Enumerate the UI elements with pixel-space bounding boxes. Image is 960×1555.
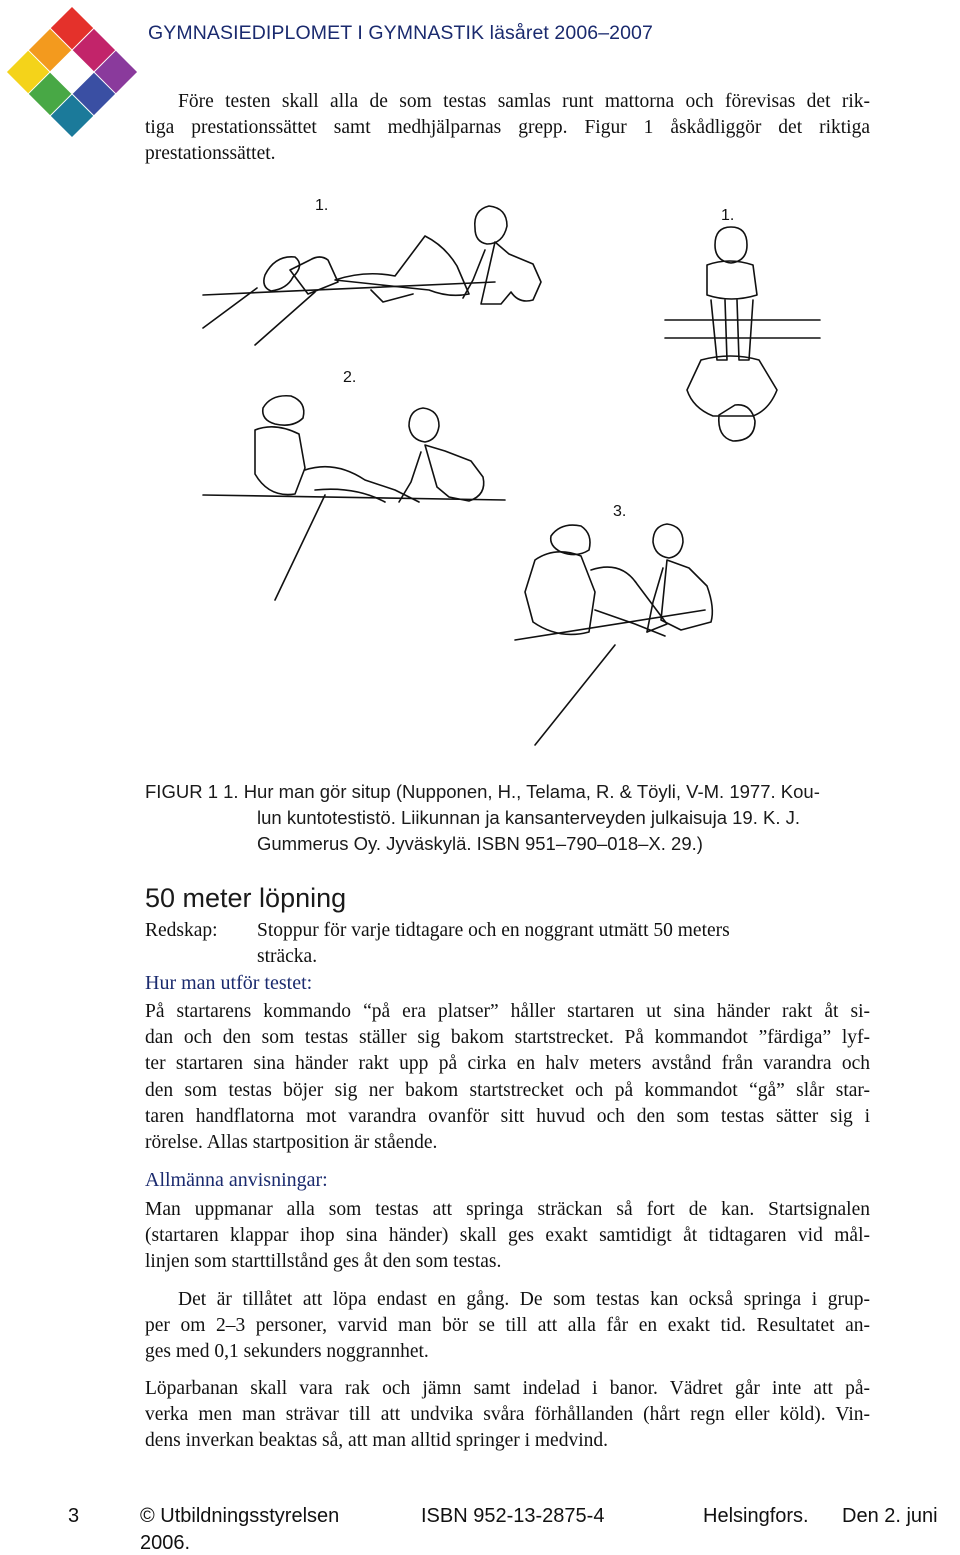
text-line: tiga prestationssättet samt medhjälparnas grepp. Figur 1 åskådliggör det riktiga bbox=[145, 117, 870, 139]
track-paragraph bbox=[145, 1376, 870, 1455]
text-line: den som testas böjer sig ner bakom startstrecket och på kommandot “gå” slår star- bbox=[145, 1079, 870, 1101]
page-number: 3 bbox=[68, 1505, 80, 1527]
text-line: På startarens kommando “på era platser” håller startaren ut sina händer rakt åt si- bbox=[145, 1001, 870, 1022]
figure-2-side bbox=[203, 396, 505, 600]
text-line: per om 2–3 personer, varvid man bör se till att alla får en exakt tid. Resultatet an- bbox=[145, 1315, 870, 1337]
text-line: prestationssättet. bbox=[145, 143, 276, 165]
general-heading: Allmänna anvisningar: bbox=[145, 1169, 328, 1191]
footer-isbn: ISBN 952-13-2875-4 bbox=[421, 1505, 605, 1527]
text-line: Stoppur för varje tidtagare och en noggrant utmätt 50 meters bbox=[257, 920, 730, 941]
document-header: GYMNASIEDIPLOMET I GYMNASTIK läsåret 2006–2007 bbox=[148, 22, 653, 44]
how-heading: Hur man utför testet: bbox=[145, 972, 313, 994]
figure-caption bbox=[145, 779, 820, 857]
text-line: dan och den som testas ställer sig bakom startstrecket. På kommandot ”färdiga” lyf- bbox=[145, 1027, 870, 1049]
text-line: sträcka. bbox=[257, 946, 318, 967]
situp-illustration bbox=[195, 190, 835, 750]
logo-icon bbox=[4, 4, 140, 140]
text-line: taren handflatorna mot varandra ovanför sitt huvud och den som testas sätter sig i bbox=[145, 1105, 870, 1127]
text-line: ges med 0,1 sekunders noggrannhet. bbox=[145, 1341, 429, 1363]
caption-line: FIGUR 1 1. Hur man gör situp (Nupponen, H., Telama, R. & Töyli, V-M. 1977. Kou- bbox=[145, 781, 820, 802]
footer-place: Helsingfors. bbox=[703, 1505, 809, 1527]
text-line: ter startaren sina händer rakt upp på cirka en halv meters avstånd från varandra och bbox=[145, 1053, 870, 1075]
figure-1-top bbox=[665, 227, 820, 441]
general-paragraph bbox=[145, 1197, 870, 1276]
figure-1-side bbox=[203, 206, 541, 345]
section-title: 50 meter löpning bbox=[145, 883, 347, 913]
figure-label: 2. bbox=[343, 369, 357, 386]
intro-paragraph bbox=[145, 89, 870, 168]
text-line: Det är tillåtet att löpa endast en gång. De som testas kan också springa i grup- bbox=[178, 1289, 870, 1310]
text-line: verka men man strävar till att undvika svåra förhållanden (hårt regn eller köld). Vin- bbox=[145, 1404, 870, 1426]
text-line: rörelse. Allas startposition är stående. bbox=[145, 1132, 438, 1154]
footer-publisher: © Utbildningsstyrelsen bbox=[140, 1505, 340, 1527]
figure-label: 1. bbox=[721, 207, 735, 224]
figure-label: 3. bbox=[613, 503, 627, 520]
text-line: Man uppmanar alla som testas att springa sträckan så fort de kan. Startsignalen bbox=[145, 1199, 870, 1220]
equipment-label: Redskap: bbox=[145, 920, 218, 941]
how-paragraph bbox=[145, 999, 870, 1156]
footer-date-year: 2006. bbox=[140, 1532, 191, 1554]
text-line: (startaren klappar ihop sina händer) skall ges exakt samtidigt åt tidtagaren vid mål- bbox=[145, 1225, 870, 1247]
caption-line: Gummerus Oy. Jyväskylä. ISBN 951–790–018–X. 29.) bbox=[257, 833, 703, 854]
text-line: dens inverkan beaktas så, att man alltid springer i medvind. bbox=[145, 1430, 609, 1452]
figure-label: 1. bbox=[315, 197, 329, 214]
footer-date: Den 2. juni bbox=[842, 1505, 938, 1527]
allowed-paragraph bbox=[145, 1287, 870, 1366]
text-line: linjen som starttillstånd ges åt den som testas. bbox=[145, 1251, 502, 1273]
figure-3-side bbox=[515, 524, 712, 745]
text-line: Före testen skall alla de som testas samlas runt mattorna och förevisas det rik- bbox=[178, 91, 870, 112]
caption-line: lun kuntotestistö. Liikunnan ja kansanterveyden julkaisuja 19. K. J. bbox=[257, 807, 800, 828]
equipment-text bbox=[257, 918, 917, 970]
text-line: Löparbanan skall vara rak och jämn samt indelad i banor. Vädret går inte att på- bbox=[145, 1378, 870, 1399]
